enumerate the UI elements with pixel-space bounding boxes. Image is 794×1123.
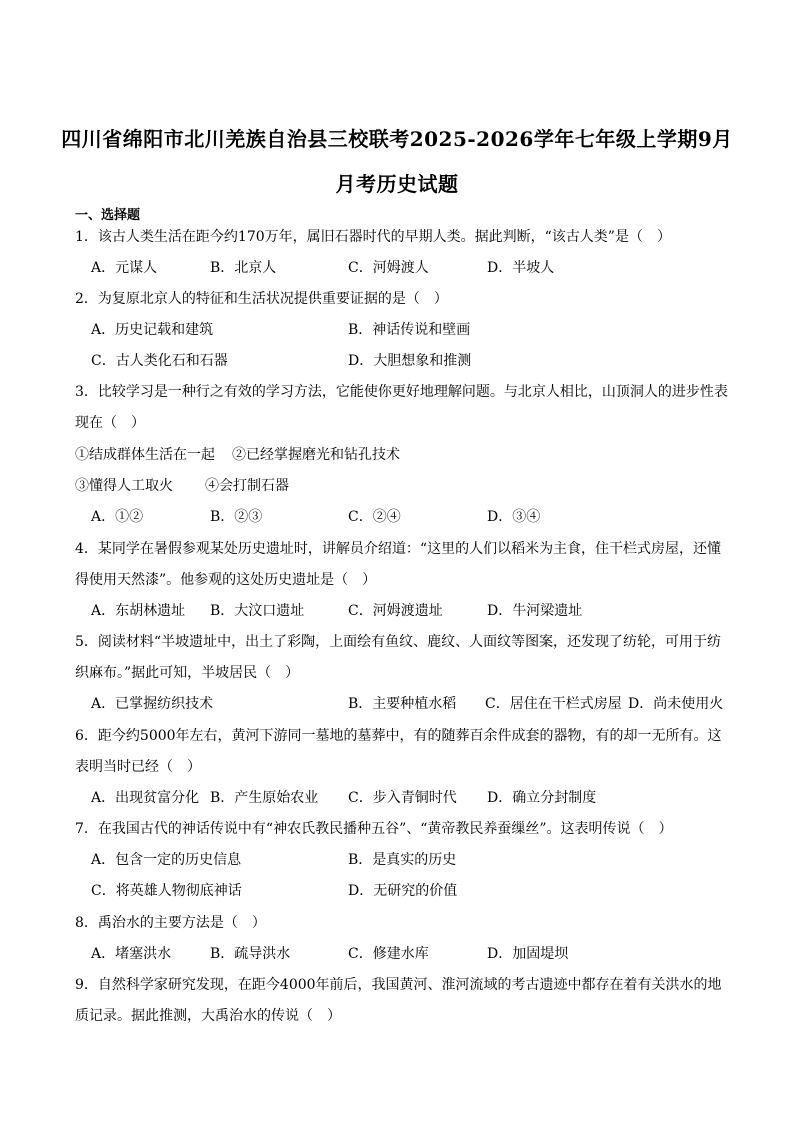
q8-option-c: C．修建水库: [348, 946, 429, 962]
question-6-stem-line-2: 表明当时已经（ ）: [75, 759, 201, 775]
q6-option-a: A．出现贫富分化: [91, 790, 200, 806]
q5-option-c: C．居住在干栏式房屋: [485, 696, 622, 712]
question-8-stem: 8．禹治水的主要方法是（ ）: [75, 915, 266, 931]
q7-option-c: C．将英雄人物彻底神话: [91, 883, 242, 899]
q6-option-c: C．步入青铜时代: [348, 790, 457, 806]
q3-option-a: A．①②: [91, 509, 144, 525]
q3-option-b: B．②③: [210, 509, 263, 525]
q4-option-a: A．东胡林遗址: [91, 603, 186, 619]
q8-option-a: A．堵塞洪水: [91, 946, 172, 962]
q5-option-d: D．尚未使用火: [628, 696, 724, 712]
question-6-stem-line-1: 6．距今约5000年左右，黄河下游同一墓地的墓葬中，有的随葬百余件成套的器物，有的却一无所有。这: [75, 728, 722, 744]
question-5-stem-line-2: 织麻布。”据此可知，半坡居民（ ）: [75, 665, 300, 681]
q8-option-b: B．疏导洪水: [210, 946, 291, 962]
question-3-stem-line-1: 3．比较学习是一种行之有效的学习方法，它能使你更好地理解问题。与北京人相比，山顶洞人的进步性表: [75, 384, 728, 400]
q3-item-1: ①结成群体生活在一起: [75, 447, 215, 463]
q8-option-d: D．加固堤坝: [487, 946, 569, 962]
question-7-stem: 7．在我国古代的神话传说中有“神农氏教民播种五谷”、“黄帝教民养蚕缫丝”。这表明传说（ ）: [75, 821, 673, 837]
question-4-stem-line-2: 得使用天然漆”。他参观的这处历史遗址是（ ）: [75, 572, 377, 588]
q1-option-c: C．河姆渡人: [348, 260, 429, 276]
q1-option-d: D．半坡人: [487, 260, 555, 276]
q7-option-d: D．无研究的价值: [348, 883, 458, 899]
exam-title-line-2: 月考历史试题: [335, 172, 459, 196]
q3-option-d: D．③④: [487, 509, 541, 525]
q3-item-4: ④会打制石器: [205, 478, 289, 494]
q2-option-d: D．大胆想象和推测: [348, 353, 472, 369]
q5-option-b: B．主要种植水稻: [348, 696, 457, 712]
q1-option-b: B．北京人: [210, 260, 277, 276]
question-9-stem-line-1: 9．自然科学家研究发现，在距今4000年前后，我国黄河、淮河流域的考古遗迹中都存在着有关洪水的地: [75, 977, 722, 993]
question-4-stem-line-1: 4．某同学在暑假参观某处历史遗址时，讲解员介绍道：“这里的人们以稻米为主食，住干栏式房屋，还懂: [75, 541, 722, 557]
q4-option-c: C．河姆渡遗址: [348, 603, 443, 619]
q7-option-a: A．包含一定的历史信息: [91, 852, 242, 868]
q6-option-b: B．产生原始农业: [210, 790, 319, 806]
q3-item-2: ②已经掌握磨光和钻孔技术: [232, 447, 400, 463]
q4-option-d: D．牛河梁遗址: [487, 603, 583, 619]
q2-option-a: A．历史记载和建筑: [91, 322, 214, 338]
question-5-stem-line-1: 5．阅读材料“半坡遗址中，出土了彩陶，上面绘有鱼纹、鹿纹、人面纹等图案，还发现了纺轮，可用于纺: [75, 634, 722, 650]
question-9-stem-line-2: 质记录。据此推测，大禹治水的传说（ ）: [75, 1008, 341, 1024]
q3-option-c: C．②④: [348, 509, 401, 525]
q4-option-b: B．大汶口遗址: [210, 603, 305, 619]
q5-option-a: A．已掌握纺织技术: [91, 696, 214, 712]
q1-option-a: A．元谋人: [91, 260, 158, 276]
question-1-stem: 1．该古人类生活在距今约170万年，属旧石器时代的早期人类。据此判断，“该古人类”是（ ）: [75, 229, 671, 245]
q6-option-d: D．确立分封制度: [487, 790, 597, 806]
q3-item-3: ③懂得人工取火: [75, 478, 173, 494]
question-2-stem: 2．为复原北京人的特征和生活状况提供重要证据的是（ ）: [75, 291, 448, 307]
exam-title-line-1: 四川省绵阳市北川羌族自治县三校联考2025-2026学年七年级上学期9月: [61, 127, 733, 151]
q2-option-b: B．神话传说和壁画: [348, 322, 471, 338]
section-heading: 一、选择题: [75, 208, 141, 223]
q7-option-b: B．是真实的历史: [348, 852, 457, 868]
q2-option-c: C．古人类化石和石器: [91, 353, 228, 369]
question-3-stem-line-2: 现在（ ）: [75, 415, 145, 431]
